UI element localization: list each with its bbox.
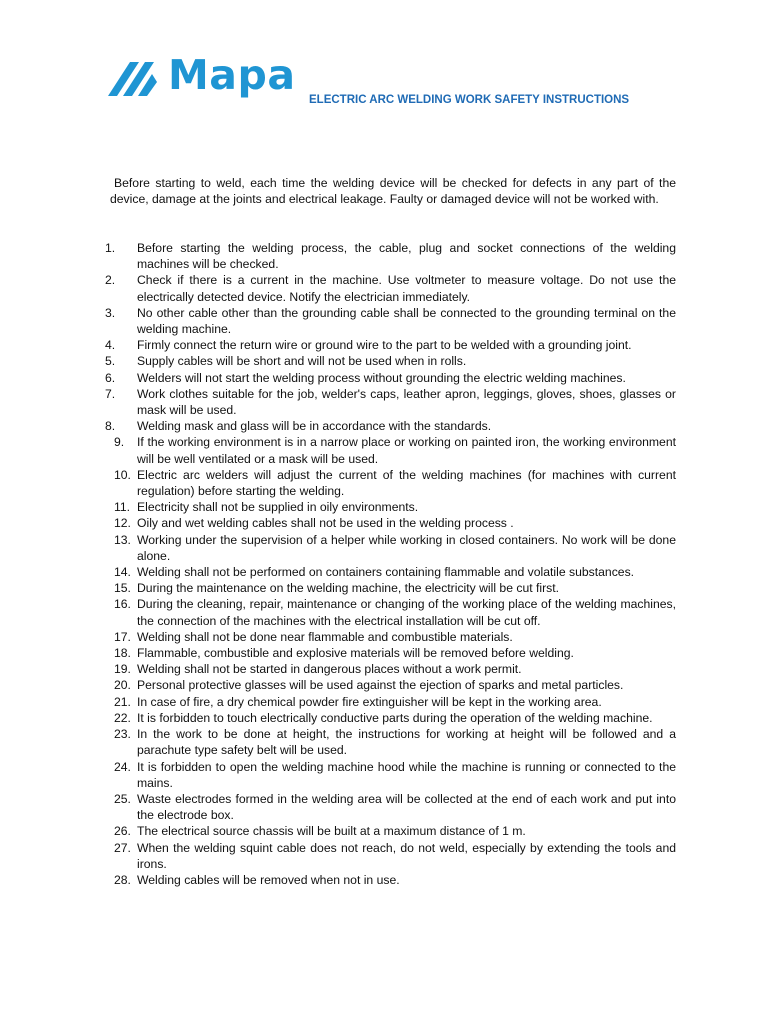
rule-number: 9. bbox=[114, 435, 125, 450]
rule-number: 4. bbox=[105, 338, 116, 353]
rule-text: Flammable, combustible and explosive materials will be removed before welding. bbox=[137, 646, 574, 661]
rule-number: 25. bbox=[114, 791, 131, 806]
rule-item bbox=[104, 872, 676, 888]
rule-text: Before starting the welding process, the cable, plug and socket connections of the welding machines will be checked. bbox=[137, 241, 676, 272]
rule-number: 6. bbox=[105, 370, 116, 385]
rule-number: 5. bbox=[105, 354, 116, 369]
rule-number: 14. bbox=[114, 565, 131, 580]
rule-text: Oily and wet welding cables shall not be used in the welding process . bbox=[137, 516, 514, 531]
rule-item bbox=[104, 710, 676, 726]
rule-number: 22. bbox=[114, 710, 131, 725]
rule-text: In case of fire, a dry chemical powder fire extinguisher will be kept in the working area. bbox=[137, 694, 602, 709]
rule-item bbox=[104, 677, 676, 693]
rule-item bbox=[104, 823, 676, 839]
rule-number: 26. bbox=[114, 824, 131, 839]
rule-text: Welding shall not be done near flammable and combustible materials. bbox=[137, 629, 513, 644]
rule-text: Welding shall not be started in dangerous places without a work permit. bbox=[137, 662, 522, 677]
rule-text: The electrical source chassis will be built at a maximum distance of 1 m. bbox=[137, 824, 526, 839]
rule-item bbox=[104, 661, 676, 677]
rule-number: 27. bbox=[114, 840, 131, 855]
rule-text: Welding mask and glass will be in accordance with the standards. bbox=[137, 419, 492, 434]
rule-number: 23. bbox=[114, 727, 131, 742]
logo-wordmark: Mapa bbox=[168, 51, 296, 99]
rule-item bbox=[104, 434, 676, 466]
rule-item bbox=[104, 840, 676, 872]
rule-text: Working under the supervision of a helper while working in closed containers. No work will be done alone. bbox=[137, 532, 676, 563]
rule-item bbox=[104, 726, 676, 758]
rule-text: Welding shall not be performed on containers containing flammable and volatile substances. bbox=[137, 565, 635, 580]
rule-number: 2. bbox=[105, 273, 116, 288]
rule-item bbox=[104, 418, 676, 434]
rule-item bbox=[104, 370, 676, 386]
rule-item bbox=[104, 791, 676, 823]
rule-item bbox=[104, 564, 676, 580]
rule-text: In the work to be done at height, the instructions for working at height will be followed and a parachute type safety belt will be used. bbox=[137, 727, 676, 758]
rule-item bbox=[104, 759, 676, 791]
rule-text: When the welding squint cable does not reach, do not weld, especially by extending the tools and irons. bbox=[137, 840, 676, 871]
rule-text: Check if there is a current in the machine. Use voltmeter to measure voltage. Do not use the electrically detected device. Notify the electrician immediately. bbox=[137, 273, 676, 304]
rule-item bbox=[104, 596, 676, 628]
rule-number: 24. bbox=[114, 759, 131, 774]
company-logo bbox=[108, 51, 298, 102]
rule-text: Firmly connect the return wire or ground wire to the part to be welded with a grounding joint. bbox=[137, 338, 632, 353]
rule-item bbox=[104, 515, 676, 531]
rule-number: 11. bbox=[114, 500, 131, 515]
rule-number: 16. bbox=[114, 597, 131, 612]
rule-item bbox=[104, 499, 676, 515]
rule-text: Welders will not start the welding process without grounding the electric welding machines. bbox=[137, 370, 626, 385]
rule-number: 17. bbox=[114, 629, 131, 644]
rule-number: 13. bbox=[114, 532, 131, 547]
rule-text: Supply cables will be short and will not be used when in rolls. bbox=[137, 354, 467, 369]
rule-number: 8. bbox=[105, 419, 116, 434]
rule-text: Electricity shall not be supplied in oily environments. bbox=[137, 500, 419, 515]
rule-text: Waste electrodes formed in the welding area will be collected at the end of each work and put into the electrode box. bbox=[137, 791, 676, 823]
rule-item bbox=[104, 353, 676, 369]
rule-text: It is forbidden to touch electrically conductive parts during the operation of the welding machine. bbox=[137, 710, 653, 725]
rule-item bbox=[104, 580, 676, 596]
rule-number: 20. bbox=[114, 678, 131, 693]
rule-text: Welding cables will be removed when not in use. bbox=[137, 872, 400, 887]
rule-text: Personal protective glasses will be used against the ejection of sparks and metal particles. bbox=[137, 678, 624, 693]
rule-text: Work clothes suitable for the job, welder's caps, leather apron, leggings, gloves, shoes, glasses or mask will be used. bbox=[137, 386, 676, 418]
rule-item bbox=[104, 629, 676, 645]
rule-item bbox=[104, 337, 676, 353]
rule-number: 19. bbox=[114, 662, 131, 677]
rule-item bbox=[104, 467, 676, 499]
rule-number: 3. bbox=[105, 305, 116, 320]
mapa-logo-mark-icon bbox=[108, 62, 166, 96]
rule-number: 21. bbox=[114, 694, 131, 709]
rule-text: If the working environment is in a narrow place or working on painted iron, the working environment will be well ventilated or a mask will be used. bbox=[137, 435, 676, 466]
intro-paragraph: Before starting to weld, each time the welding device will be checked for defects in any part of the device, damage at the joints and electrical leakage. Faulty or damaged device will not be worked with. bbox=[110, 176, 676, 207]
rule-number: 15. bbox=[114, 581, 131, 596]
rule-number: 7. bbox=[105, 386, 116, 401]
rule-item bbox=[104, 386, 676, 418]
rule-number: 10. bbox=[114, 467, 131, 482]
rule-item bbox=[104, 694, 676, 710]
document-title: ELECTRIC ARC WELDING WORK SAFETY INSTRUCTIONS bbox=[309, 94, 630, 106]
rule-text: It is forbidden to open the welding machine hood while the machine is running or connected to the mains. bbox=[137, 759, 676, 790]
rule-text: During the maintenance on the welding machine, the electricity will be cut first. bbox=[137, 581, 560, 596]
rule-text: Electric arc welders will adjust the current of the welding machines (for machines with current regulation) before starting the welding. bbox=[137, 467, 676, 499]
rule-item bbox=[104, 272, 676, 304]
safety-rules-list bbox=[104, 240, 676, 888]
rule-item bbox=[104, 645, 676, 661]
rule-text: No other cable other than the grounding cable shall be connected to the grounding terminal on the welding machine. bbox=[137, 305, 676, 337]
rule-number: 12. bbox=[114, 516, 131, 531]
rule-number: 28. bbox=[114, 872, 131, 887]
rule-text: During the cleaning, repair, maintenance or changing of the working place of the welding machines, the connection of the machines with the electrical installation will be cut off. bbox=[137, 597, 676, 628]
rule-number: 18. bbox=[114, 646, 131, 661]
rule-item bbox=[104, 532, 676, 564]
rule-number: 1. bbox=[105, 241, 116, 255]
rule-item bbox=[104, 305, 676, 337]
rule-item bbox=[104, 240, 676, 272]
